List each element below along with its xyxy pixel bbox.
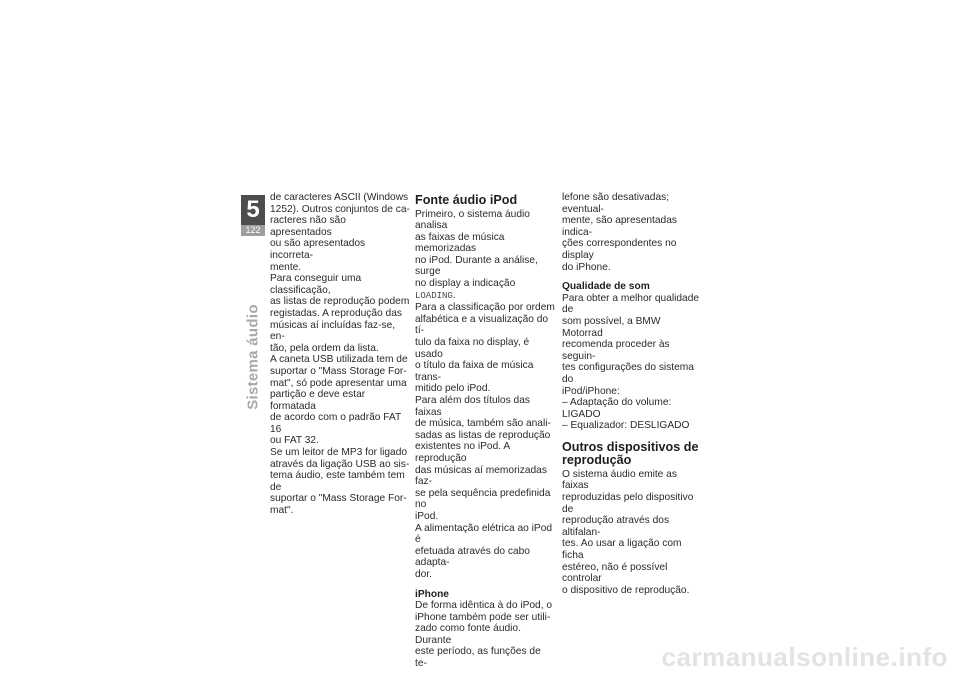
subheading-sound-quality: Qualidade de som [562, 281, 650, 293]
paragraph: De forma idêntica à do iPod, o iPhone também pode ser utili- zado como fonte áudio. Durante este período, as funções de te- [415, 600, 553, 670]
paragraph-text: . [452, 289, 456, 301]
display-indication: LOADING [415, 290, 453, 301]
text-column-1 [270, 192, 410, 517]
text-column-3 [562, 192, 702, 596]
subheading-iphone: iPhone [415, 588, 449, 600]
chapter-title: Sistema áudio [244, 304, 262, 410]
paragraph: A alimentação elétrica ao iPod é efetuada através do cabo adapta- dor. [415, 522, 553, 580]
list-item: – Equalizador: DESLIGADO [562, 420, 690, 432]
chapter-number: 5 [241, 195, 265, 225]
section-heading-other-devices: Outros dispositivos de reprodução [562, 439, 699, 468]
watermark: carmanualsonline.info [661, 642, 948, 672]
paragraph: Para além dos títulos das faixas de música, também são anali- sadas as listas de reprodução existentes no iPod. A reprodução das músicas aí memorizadas faz- se pela sequência predefinida no iPod. [415, 395, 551, 522]
page-number: 122 [241, 225, 265, 236]
paragraph: lefone são desativadas; eventual- mente, são apresentadas indica- ções correspondentes no display do iPhone. [562, 192, 677, 273]
paragraph: Se um leitor de MP3 for ligado através da ligação USB ao sis- tema áudio, este também tem de suportar o "Mass Storage For- mat". [270, 447, 410, 517]
paragraph: Para conseguir uma classificação, as listas de reprodução podem registadas. A reprodução das músicas aí incluídas faz-se, en- tão, pela ordem da lista. [270, 273, 410, 354]
settings-list [562, 397, 702, 432]
text-column-2 [415, 192, 555, 670]
section-heading-ipod: Fonte áudio iPod [415, 193, 518, 207]
paragraph: Para obter a melhor qualidade de som possível, a BMW Motorrad recomenda proceder às seguin- tes configurações do sistema do iPod/iPhone: [562, 292, 700, 397]
paragraph [415, 209, 555, 303]
chapter-tab [241, 195, 265, 235]
list-item: – Adaptação do volume: LIGADO [562, 397, 672, 420]
paragraph: A caneta USB utilizada tem de suportar o "Mass Storage For- mat", só pode apresentar uma partição e deve estar formatada de acordo com o padrão FAT 16 ou FAT 32. [270, 354, 408, 447]
paragraph: de caracteres ASCII (Windows 1252). Outros conjuntos de ca- racteres não são apresentados ou são apresentados incorreta- mente. [270, 192, 410, 273]
paragraph: Para a classificação por ordem alfabética e a visualização do tí- tulo da faixa no display, é usado o título da faixa de música trans- mitido pelo iPod. [415, 302, 555, 395]
paragraph: O sistema áudio emite as faixas reproduzidas pelo dispositivo de reprodução através dos altifalan- tes. Ao usar a ligação com ficha estéreo, não é possível controlar o dispositivo de reprodução. [562, 468, 694, 596]
paragraph-text: Primeiro, o sistema áudio analisa as faixas de música memorizadas no iPod. Durante a análise, surge no display a indicação [415, 208, 538, 290]
